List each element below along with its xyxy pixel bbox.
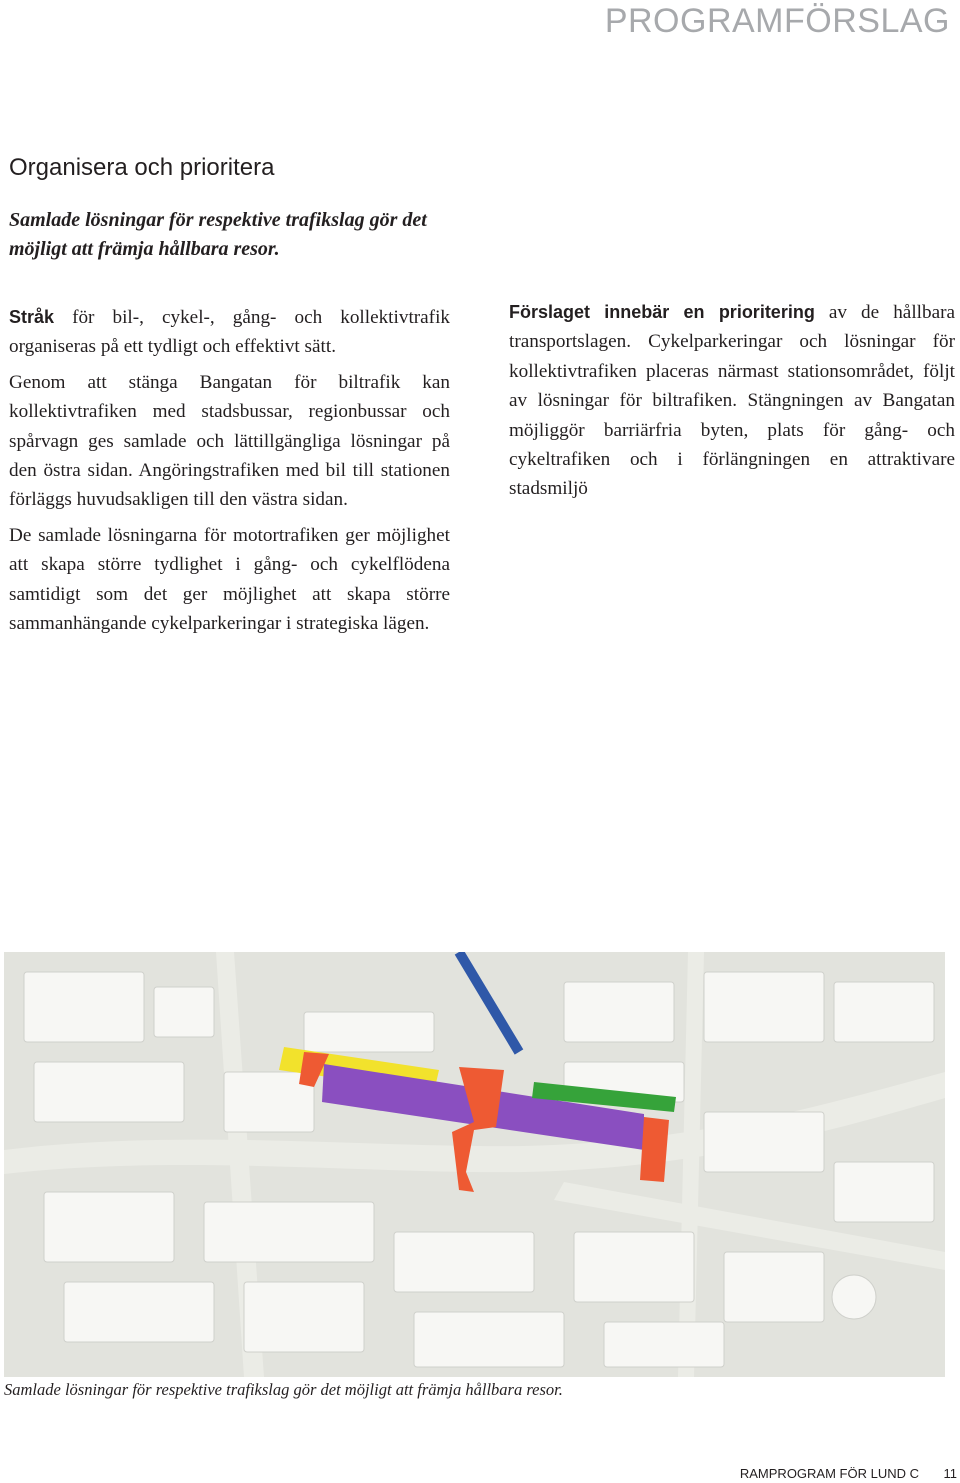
page-number: 11	[943, 1466, 957, 1481]
paragraph-text: för bil-, cykel-, gång- och kollektivtrafik organiseras på ett tydligt och effektivt sätt.	[9, 307, 450, 358]
footer-document-title: RAMPROGRAM FÖR LUND C	[739, 1466, 919, 1481]
round-building	[832, 1275, 876, 1319]
station-area-3d-map	[4, 952, 945, 1377]
run-in-heading: Förslaget innebär en prioritering	[509, 302, 815, 322]
left-text-column	[9, 303, 450, 644]
page-header-title: PROGRAMFÖRSLAG	[604, 2, 950, 40]
paragraph-text: av de hållbara transportslagen. Cykelparkeringar och lösningar för kollektivtrafiken placeras närmast stationsområdet, följt av lösningar för biltrafiken. Stängningen av Bangatan möjliggör barriärfria byten, plats för gång- och cykeltrafiken och i förlängningen en attraktivare stadsmiljö	[509, 302, 956, 500]
paragraph-bangatan: Genom att stänga Bangatan för biltrafik kan kollektivtrafiken med stadsbussar, regionbussar och spårvagn ges samlade och lättillgängliga lösningar på den östra sidan. Angöringstrafiken med bil till stationen förläggs huvudsakligen till den västra sidan.	[9, 371, 450, 511]
lead-paragraph: Samlade lösningar för respektive trafikslag gör det möjligt att främja hållbara resor.	[9, 209, 427, 260]
paragraph-strak	[9, 303, 450, 362]
run-in-heading: Stråk	[9, 307, 55, 327]
right-text-column	[509, 298, 955, 510]
section-heading: Organisera och prioritera	[9, 154, 275, 181]
car-zone	[640, 1117, 669, 1182]
figure-caption: Samlade lösningar för respektive trafikslag gör det möjligt att främja hållbara resor.	[4, 1380, 563, 1399]
paragraph-motortrafik: De samlade lösningarna för motortrafiken ger möjlighet att skapa större tydlighet i gång- och cykelflödena samtidigt som det ger möjlighet att skapa större sammanhängande cykelparkeringar i strategiska lägen.	[9, 524, 450, 635]
map-illustration	[4, 952, 945, 1377]
paragraph-prioritering	[509, 298, 955, 504]
